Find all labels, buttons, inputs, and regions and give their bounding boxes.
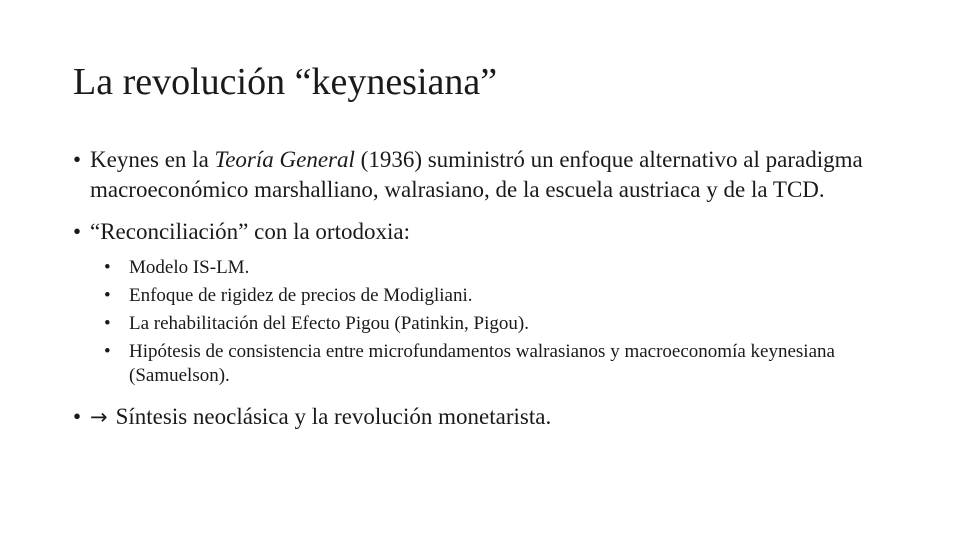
bullet-keynes-book-title: Teoría General xyxy=(214,147,355,172)
sub-bullet-text: Hipótesis de consistencia entre microfundamentos walrasianos y macroeconomía keynesiana (Samuelson). xyxy=(129,341,835,386)
bullet-sintesis-text: Síntesis neoclásica y la revolución monetarista. xyxy=(115,404,552,429)
bullet-keynes xyxy=(73,145,903,205)
bullet-icon: • xyxy=(73,404,82,429)
bullet-icon: • xyxy=(73,219,82,244)
bullet-reconciliacion-text: “Reconciliación” con la ortodoxia: xyxy=(90,219,410,244)
bullet-icon: • xyxy=(73,147,82,172)
arrow-right-icon: → xyxy=(90,405,108,429)
slide-body xyxy=(73,145,903,444)
bullet-icon: • xyxy=(104,257,111,278)
bullet-icon: • xyxy=(104,341,111,362)
sub-bullet-item xyxy=(104,312,903,336)
sub-bullet-text: Modelo IS-LM. xyxy=(129,257,250,278)
bullet-icon: • xyxy=(104,313,111,334)
sub-bullet-item xyxy=(104,340,903,388)
bullet-sintesis xyxy=(73,402,903,432)
sub-bullet-item xyxy=(104,284,903,308)
bullet-icon: • xyxy=(104,285,111,306)
bullet-keynes-text-after: (1936) suministró un enfoque alternativo al paradigma macroeconómico marshalliano, walrasiano, de la escuela austriaca y de la TCD. xyxy=(90,147,863,202)
sub-bullet-list xyxy=(104,256,903,388)
bullet-reconciliacion xyxy=(73,217,903,247)
bullet-keynes-text-before: Keynes en la xyxy=(90,147,215,172)
sub-bullet-item xyxy=(104,256,903,280)
sub-bullet-text: Enfoque de rigidez de precios de Modigliani. xyxy=(129,285,473,306)
slide-title: La revolución “keynesiana” xyxy=(73,61,498,103)
sub-bullet-text: La rehabilitación del Efecto Pigou (Patinkin, Pigou). xyxy=(129,313,529,334)
